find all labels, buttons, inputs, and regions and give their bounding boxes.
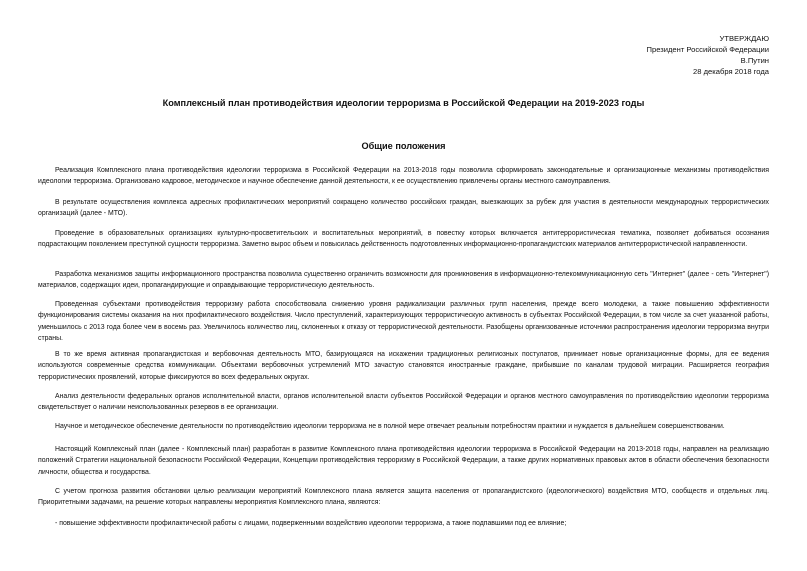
paragraph: Реализация Комплексного плана противодействия идеологии терроризма в Российской Федерации на 2013-2018 годы позволила сформировать законодательные и организационные механизмы противодействия идеологии терроризма. Организовано кадровое, методическое и научное обеспечение данной деятельности, к ее осуществлению привлечены органы местного самоуправления. bbox=[38, 167, 769, 186]
approval-heading: УТВЕРЖДАЮ bbox=[719, 34, 769, 43]
paragraph: Проведение в образовательных организациях культурно-просветительских и воспитательных мероприятий, в повестку которых включается антитеррористическая тематика, позволяет добиваться осознания подрастающим поколением преступной сущности терроризма. Заметно вырос объем и повысилась действенность подготовленных информационно-пропагандистских материалов антитеррористической направленности. bbox=[38, 230, 769, 249]
section-title: Общие положения bbox=[361, 141, 446, 151]
paragraph: С учетом прогноза развития обстановки целью реализации мероприятий Комплексного плана является защита населения от пропагандистского (идеологического) воздействия МТО, сообществ и отдельных лиц. Приоритетными задачами, на решение которых направлены мероприятия Комплексного плана, являются: bbox=[38, 488, 769, 507]
approval-position: Президент Российской Федерации bbox=[646, 45, 769, 54]
paragraph: - повышение эффективности профилактической работы с лицами, подверженными воздействию идеологии терроризма, а также подпавшими под ее влияние; bbox=[55, 520, 567, 527]
paragraph: Настоящий Комплексный план (далее - Комплексный план) разработан в развитие Комплексного плана противодействия идеологии терроризма в Российской Федерации на 2013-2018 годы, направлен на реализацию положений Стратегии национальной безопасности Российской Федерации, Концепции противодействия терроризму в Российской Федерации, а также других нормативных правовых актов в области обеспечения безопасности личности, общества и государства. bbox=[38, 446, 769, 476]
paragraph: Разработка механизмов защиты информационного пространства позволила существенно ограничить возможности для проникновения в информационно-телекоммуникационную сеть "Интернет" (далее - сеть "Интернет") материалов, содержащих идеи, пропагандирующие и оправдывающие террористическую деятельность. bbox=[38, 271, 769, 290]
approval-date: 28 декабря 2018 года bbox=[693, 67, 769, 76]
paragraph: Проведенная субъектами противодействия терроризму работа способствовала снижению уровня радикализации различных групп населения, прежде всего молодежи, а также повышению эффективности функционирования системы оказания на них профилактического воздействия. Число преступлений, характеризующих террористическую активность в субъектах Российской Федерации, в том числе за счет указанной работы, уменьшилось с 2013 года более чем в восемь раз. Увеличилось количество лиц, склоненных к отказу от террористической деятельности. Разобщены организованные источники распространения идеологии терроризма внутри страны. bbox=[38, 301, 769, 342]
approval-block bbox=[647, 33, 769, 77]
approval-signatory: В.Путин bbox=[740, 56, 769, 65]
paragraph: В результате осуществления комплекса адресных профилактических мероприятий сокращено количество российских граждан, выезжающих за рубеж для участия в деятельности международных террористических организаций (далее - МТО). bbox=[38, 199, 769, 218]
paragraph: Научное и методическое обеспечение деятельности по противодействию идеологии терроризма не в полной мере отвечает реальным потребностям практики и нуждается в дальнейшем совершенствовании. bbox=[55, 423, 725, 430]
paragraph: В то же время активная пропагандистская и вербовочная деятельность МТО, базирующаяся на искажении традиционных религиозных постулатов, принимает новые организационные формы, для ее ведения используются современные средства коммуникации. Объектами вербовочных устремлений МТО зачастую становятся иностранные граждане, прибывшие по каналам трудовой миграции. Расширяется география террористических проявлений, которые фиксируются во всех федеральных округах. bbox=[38, 351, 769, 381]
paragraph: Анализ деятельности федеральных органов исполнительной власти, органов исполнительной власти субъектов Российской Федерации и органов местного самоуправления по противодействию идеологии терроризма свидетельствует о наличии неиспользованных резервов в ее организации. bbox=[38, 393, 769, 412]
document-title: Комплексный план противодействия идеологии терроризма в Российской Федерации на 2019-2023 годы bbox=[162, 98, 645, 108]
